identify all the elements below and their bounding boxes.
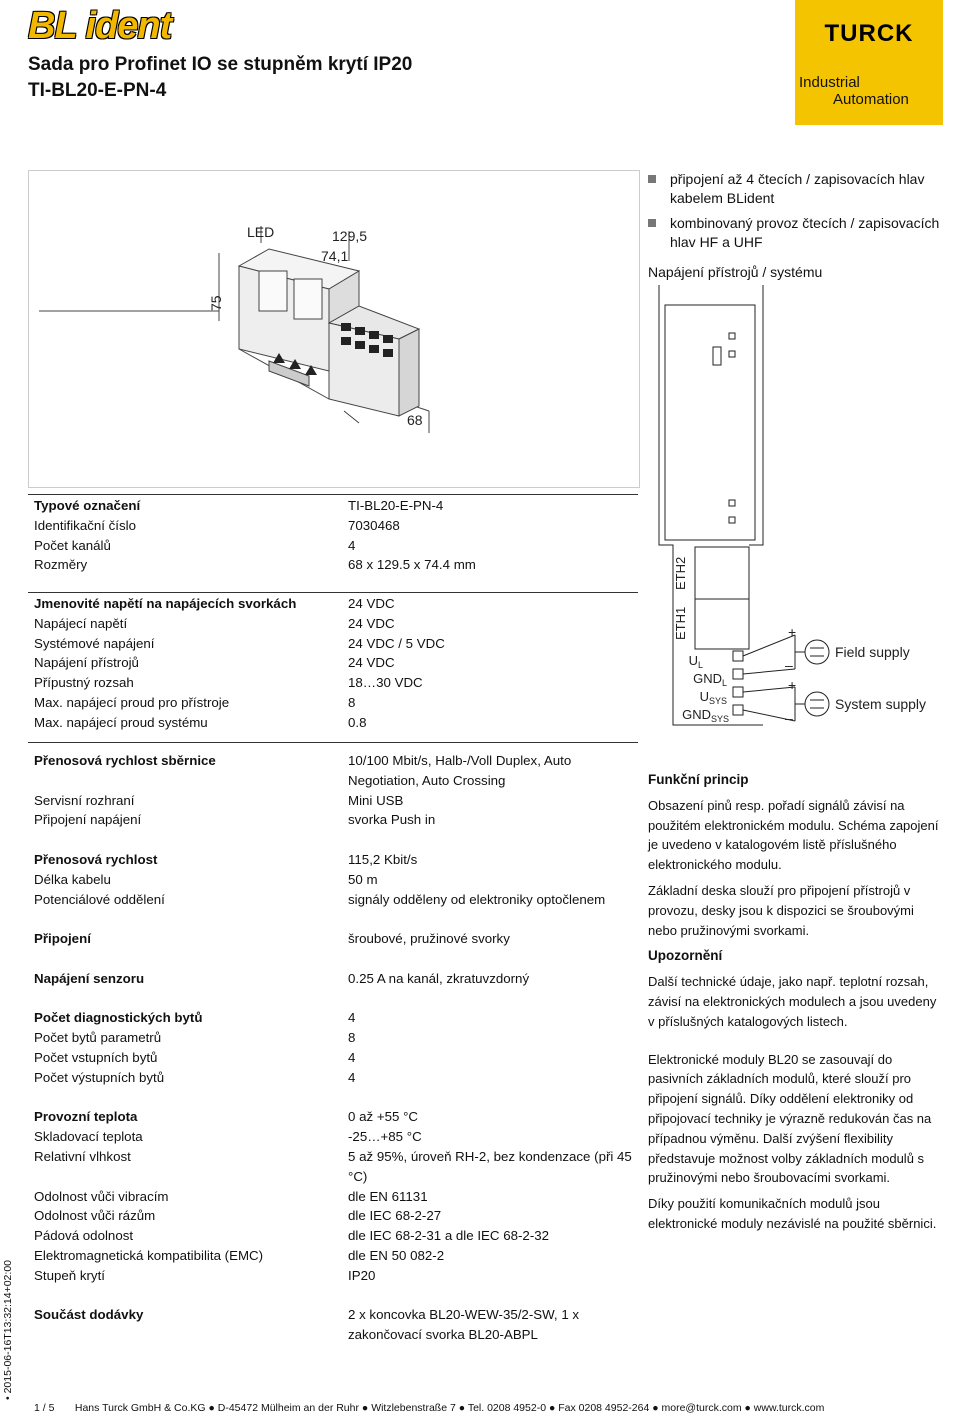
table-row: Připojení šroubové, pružinové svorky [34, 931, 510, 947]
divider [28, 592, 638, 593]
blident-logo: BL ident [28, 5, 172, 47]
dim-75: 75 [208, 295, 224, 311]
table-row: Skladovací teplota -25…+85 °C [34, 1129, 422, 1145]
page-number: 1 / 5 [34, 1402, 55, 1414]
section-title-note: Upozornění [648, 948, 723, 964]
table-row: Pádová odolnost dle IEC 68-2-31 a dle IEC 68-2-32 [34, 1228, 550, 1244]
turck-tagline [799, 74, 909, 108]
wiring-diagram [645, 285, 950, 735]
table-row: Rozměry 68 x 129.5 x 74.4 mm [34, 557, 476, 573]
bullet-square-icon [648, 219, 656, 227]
table-row: Identifikační číslo 7030468 [34, 517, 400, 533]
tagline-line-2: Automation [833, 91, 909, 108]
bullet-square-icon [648, 175, 656, 183]
supply-diagram-title: Napájení přístrojů / systému [648, 264, 823, 280]
section-title-function: Funkční princip [648, 772, 749, 787]
table-row: Relativní vlhkost 5 až 95%, úroveň RH-2, bez kondenzace (při 45 °C) [34, 1148, 632, 1184]
spec-table-power [34, 594, 634, 733]
dim-74: 74,1 [321, 248, 349, 264]
title-line-2: TI-BL20-E-PN-4 [28, 80, 167, 101]
table-row: Počet bytů parametrů 8 [34, 1030, 356, 1046]
label-led: LED [247, 224, 275, 240]
feature-item [648, 214, 948, 252]
label-gndsys: $GND_{SYS}$ [682, 707, 729, 724]
table-row: Jmenovité napětí na napájecích svorkách 24 VDC [34, 596, 395, 611]
table-row: Počet výstupních bytů 4 [34, 1069, 356, 1085]
dim-129: 129,5 [332, 228, 368, 244]
tagline-line-1: Industrial [799, 74, 860, 91]
table-row: Napájení přístrojů 24 VDC [34, 655, 395, 671]
spec-table-identification [34, 496, 634, 575]
turck-brand: TURCK [824, 20, 914, 47]
product-drawing [29, 171, 639, 487]
label-ul: $U_L$ [688, 653, 703, 670]
divider [28, 494, 638, 495]
label-eth2: ETH2 [673, 556, 688, 590]
table-row: Počet kanálů 4 [34, 537, 356, 553]
table-row: Délka kabelu 50 m [34, 871, 378, 887]
plus-sign-1: + [788, 624, 797, 640]
feature-list [648, 170, 948, 258]
table-row: Provozní teplota 0 až +55 °C [34, 1109, 418, 1125]
product-drawing-frame [28, 170, 640, 488]
page-title [28, 52, 412, 104]
table-row: Typové označení TI-BL20-E-PN-4 [34, 498, 444, 513]
note-paragraph-1: Další technické údaje, jako např. teplotní rozsah, závisí na elektronických modulech a jsou uvedeny v příslušných katalogových listech. [648, 974, 937, 1029]
note-paragraph-2: Elektronické moduly BL20 se zasouvají do pasivních základních modulů, které slouží pro připojení signálů. Díky oddělení elektroniky od připojovací techniky je výrazně redukován čas na případnou výměnu. Další zvýšení flexibility představuje možnost volby základních modulů s pružinovými nebo šroubovacími svorkami. [648, 1051, 932, 1186]
table-row: Odolnost vůči vibracím dle EN 61131 [34, 1188, 428, 1204]
table-row: Přenosová rychlost 115,2 Kbit/s [34, 851, 418, 867]
table-row: Elektromagnetická kompatibilita (EMC) dle EN 50 082-2 [34, 1247, 445, 1263]
table-row: Počet vstupních bytů 4 [34, 1049, 356, 1065]
email-link[interactable]: more@turck.com [661, 1402, 742, 1414]
table-row: Systémové napájení 24 VDC / 5 VDC [34, 635, 445, 651]
feature-text: kombinovaný provoz čtecích / zapisovacích hlav HF a UHF [670, 215, 940, 250]
fax: Fax 0208 4952-264 [558, 1402, 650, 1414]
table-row: Max. napájecí proud systému 0.8 [34, 714, 367, 730]
table-row: Přenosová rychlost sběrnice 10/100 Mbit/s, Halb-/Voll Duplex, Auto Negotiation, Auto Crossing [34, 753, 572, 788]
table-row: Napájecí napětí 24 VDC [34, 615, 395, 631]
function-description [648, 770, 940, 1240]
note-paragraph-3: Díky použití komunikačních modulů jsou elektronické moduly nezávislé na použité sběrnici. [648, 1196, 937, 1231]
feature-item [648, 170, 948, 208]
table-row: Stupeň krytí IP20 [34, 1267, 376, 1283]
function-paragraph-1: Obsazení pinů resp. pořadí signálů závisí na použitém elektronickém modulu. Schéma zapojení je uvedeno v katalogovém listě příslušného elektronického modulu. [648, 797, 939, 873]
spec-table-details [34, 751, 634, 1345]
footer: 1 / 5 Hans Turck GmbH & Co.KG ● D-45472 Mülheim an der Ruhr ● Witzlebenstraße 7 ● Tel. 0208 4952-0 ● Fax 0208 4952-264 ● more@turck.com ● www.turck.com [34, 1402, 825, 1414]
dim-68: 68 [407, 412, 423, 428]
table-row: Napájení senzoru 0.25 A na kanál, zkratuvzdorný [34, 970, 530, 986]
function-paragraph-2: Základní deska slouží pro připojení přístrojů v provozu, desky jsou k dispozici se šroubovými nebo pružinovými svorkami. [648, 882, 914, 938]
table-row: Počet diagnostických bytů 4 [34, 1010, 356, 1026]
table-row: Potenciálové oddělení signály odděleny od elektroniky optočlenem [34, 891, 606, 907]
table-row: Přípustný rozsah 18…30 VDC [34, 675, 423, 691]
company-name: Hans Turck GmbH & Co.KG [74, 1402, 206, 1414]
label-eth1: ETH1 [673, 606, 688, 640]
date-stamp: • 2015-06-16T13:32:14+02:00 [2, 1260, 14, 1400]
table-row: Odolnost vůči rázům dle IEC 68-2-27 [34, 1208, 442, 1224]
plus-sign-2: + [788, 677, 797, 693]
divider [28, 742, 638, 743]
feature-text: připojení až 4 čtecích / zapisovacích hlav kabelem BLident [670, 171, 925, 206]
turck-logo [795, 0, 943, 125]
table-row: Max. napájecí proud pro přístroje 8 [34, 694, 356, 710]
minus-sign-2: – [785, 710, 793, 726]
label-system-supply: System supply [835, 696, 927, 712]
minus-sign-1: – [785, 657, 793, 673]
table-row: Servisní rozhraní Mini USB [34, 792, 404, 808]
phone: Tel. 0208 4952-0 [467, 1402, 547, 1414]
label-gndl: $GND_L$ [693, 671, 727, 688]
website-link[interactable]: www.turck.com [753, 1402, 825, 1414]
title-line-1: Sada pro Profinet IO se stupněm krytí IP20 [28, 54, 413, 75]
label-usys: $U_{SYS}$ [699, 689, 727, 706]
label-field-supply: Field supply [835, 644, 910, 660]
table-row: Připojení napájení svorka Push in [34, 812, 436, 828]
address-city: D-45472 Mülheim an der Ruhr [217, 1402, 359, 1414]
address-street: Witzlebenstraße 7 [371, 1402, 456, 1414]
table-row: Součást dodávky 2 x koncovka BL20-WEW-35/2-SW, 1 x zakončovací svorka BL20-ABPL [34, 1307, 580, 1343]
